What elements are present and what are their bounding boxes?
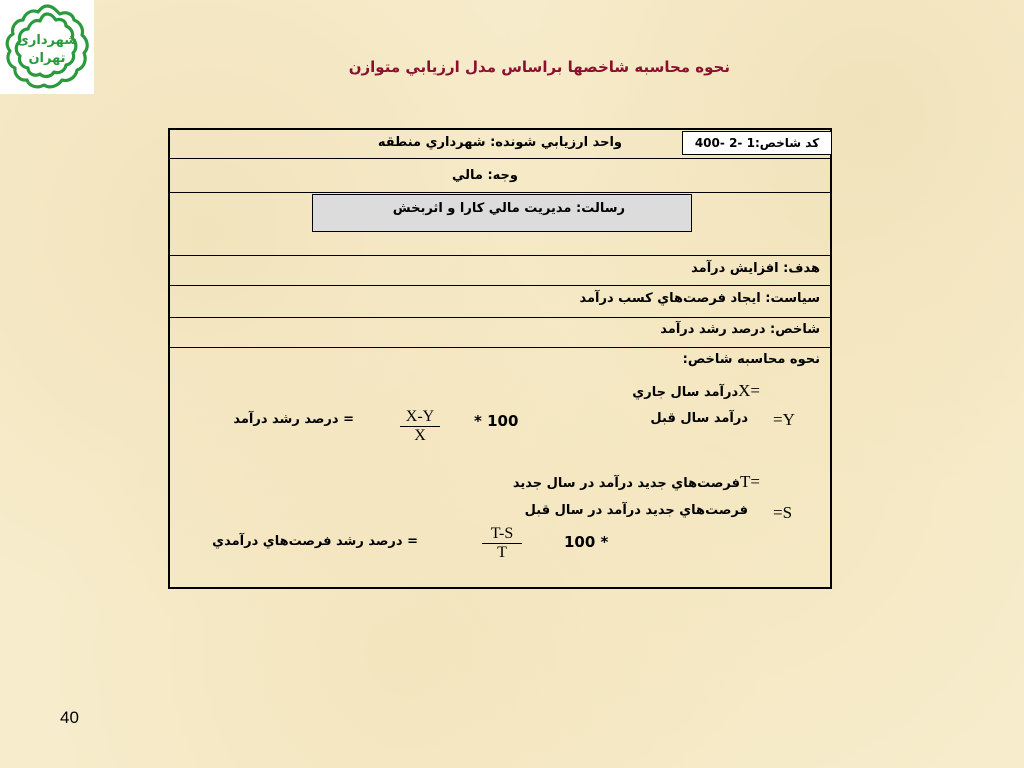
fraction-denominator: X (414, 427, 426, 444)
fraction-denominator: T (497, 544, 507, 561)
slide-title: نحوه محاسبه شاخصها براساس مدل ارزيابي متوازن (348, 58, 730, 76)
logo-emblem-icon (0, 0, 94, 94)
indicator-name: شاخص: درصد رشد درآمد (660, 322, 820, 337)
x-definition (632, 381, 760, 401)
fraction-numerator: T-S (482, 525, 522, 544)
aspect: وجه: مالي (451, 168, 518, 183)
row-divider (170, 192, 830, 193)
growth-result-label: = درصد رشد درآمد (233, 412, 354, 427)
svg-text:تهران: تهران (28, 51, 66, 66)
t-definition (513, 472, 760, 492)
x-variable: =X (738, 381, 760, 400)
row-divider (170, 255, 830, 256)
row-divider (170, 158, 830, 159)
opportunity-growth-result-label: = درصد رشد فرصت‌هاي درآمدي (212, 534, 418, 549)
policy: سياست: ايجاد فرصت‌هاي كسب درآمد (579, 291, 820, 306)
mission: رسالت: مديريت مالي كارا و اثربخش (392, 201, 625, 216)
page-number: 40 (60, 708, 79, 727)
row-divider (170, 285, 830, 286)
t-variable: =T (740, 472, 760, 491)
fraction-x-y-over-x (400, 408, 440, 445)
fraction-numerator: X-Y (400, 408, 440, 427)
multiplier-100: 100 * (564, 533, 609, 551)
row-divider (170, 347, 830, 348)
s-variable: =S (773, 503, 793, 522)
goal: هدف: افزايش درآمد (691, 261, 820, 276)
y-variable: =Y (773, 410, 795, 429)
y-description: درآمد سال قبل (650, 411, 748, 426)
calc-heading: نحوه محاسبه شاخص: (682, 352, 820, 367)
s-description: فرصت‌هاي جديد درآمد در سال قبل (524, 503, 748, 518)
fraction-t-s-over-t (482, 525, 522, 562)
row-divider (170, 317, 830, 318)
mission-box (312, 194, 692, 232)
indicator-table (168, 128, 832, 589)
x-description: درآمد سال جاري (632, 385, 739, 400)
indicator-code: كد شاخص:1 -2 -400 (682, 131, 832, 155)
tehran-municipality-logo (0, 0, 94, 94)
t-description: فرصت‌هاي جديد درآمد در سال جديد (512, 476, 741, 491)
evaluated-unit: واحد ارزيابي شونده: شهرداري منطقه (377, 135, 622, 150)
multiplier-100: * 100 (474, 412, 519, 430)
svg-text:شهرداری: شهرداری (17, 33, 77, 48)
